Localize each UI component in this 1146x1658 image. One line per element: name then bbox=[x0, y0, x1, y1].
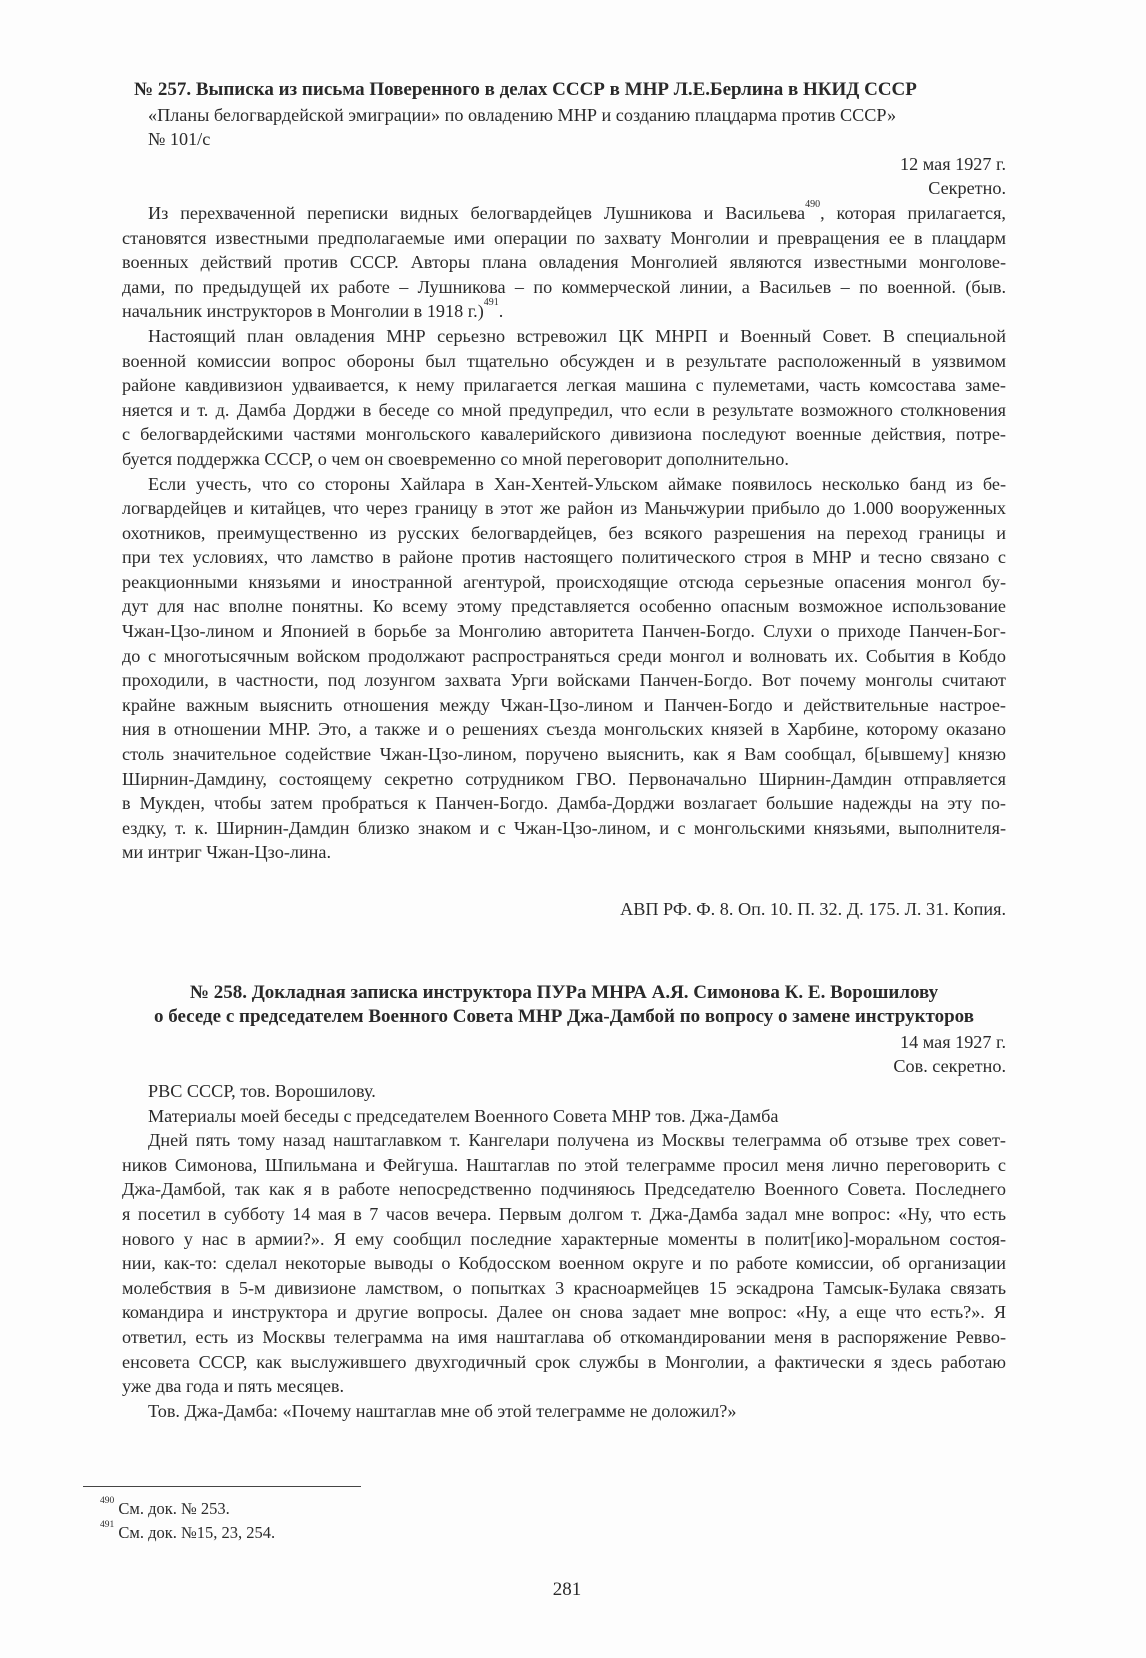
document-257 bbox=[122, 78, 1006, 922]
text-line: становятся известными предполагаемые ими операции по захвату Монголии и превращения ее в плацдарм bbox=[122, 227, 1006, 248]
doc257-title: № 257. Выписка из письма Поверенного в делах СССР в МНР Л.Е.Берлина в НКИД СССР bbox=[134, 79, 917, 100]
text-line: РВС СССР, тов. Ворошилову. bbox=[148, 1080, 376, 1101]
text-line: крайне важным выяснить отношения между Чжан-Цзо-лином и Панчен-Богдо и действительные настрое- bbox=[122, 694, 1006, 715]
text-line: реакционными князьями и иностранной агентурой, происходящие отсюда серьезные опасения монгол бу- bbox=[122, 571, 1006, 592]
doc257-subtitle: «Планы белогвардейской эмиграции» по овладению МНР и созданию плацдарма против СССР» bbox=[148, 104, 897, 125]
text-line: Чжан-Цзо-лином и Японией в борьбе за Монголию авторитета Панчен-Богдо. Слухи о приходе Панчен-Бог- bbox=[122, 621, 1006, 642]
footnote-490: $^{490}$ См. док. № 253. bbox=[100, 1496, 230, 1518]
footnote-separator bbox=[83, 1486, 361, 1487]
text-line: военных действий против СССР. Авторы плана овладения Монголией являются известными монголове- bbox=[122, 252, 1006, 273]
text-line: охотников, преимущественно из русских белогвардейцев, без всякого разрешения на переход границы и bbox=[122, 522, 1006, 543]
text-line: ответил, есть из Москвы телеграмма на имя наштаглава об откомандировании меня в распоряжение Ревво- bbox=[122, 1326, 1006, 1347]
text-line: военной комиссии вопрос обороны был тщательно обсужден и в результате расположенный в уязвимом bbox=[122, 350, 1006, 371]
text-line: в Мукден, чтобы затем пробраться к Панчен-Богдо. Дамба-Дорджи возлагает большие надежды на эту по- bbox=[122, 793, 1006, 814]
text-line: нового у нас в армии?». Я ему сообщил последние характерные моменты в полит[ико]-моральном состоя- bbox=[122, 1228, 1006, 1249]
text-line: Из перехваченной переписки видных белогвардейцев Лушникова и Васильева$^{490}$, которая прилагается, bbox=[148, 198, 1006, 223]
doc258-date: 14 мая 1927 г. bbox=[900, 1031, 1006, 1052]
doc257-date: 12 мая 1927 г. bbox=[900, 153, 1006, 174]
footnote-ref: 491 bbox=[483, 297, 499, 309]
text-line: при тех условиях, что ламство в районе против настоящего политического строя в МНР и тесно связано с bbox=[122, 547, 1006, 568]
doc257-number: № 101/с bbox=[148, 129, 211, 150]
text-line: Настоящий план овладения МНР серьезно встревожил ЦК МНРП и Военный Совет. В специальной bbox=[148, 325, 1006, 346]
text-line: няется и т. д. Дамба Дорджи в беседе со мной предупредил, что если в результате возможного столкновения bbox=[122, 399, 1006, 420]
text-line: дут для нас вполне понятны. Ко всему этому представляется особенно опасным возможное использование bbox=[122, 596, 1006, 617]
text-line: я посетил в субботу 14 мая в 7 часов вечера. Первым долгом т. Джа-Дамба задал мне вопрос: «Ну, что есть bbox=[122, 1203, 1006, 1224]
text-line: уже два года и пять месяцев. bbox=[122, 1376, 345, 1397]
text-line: районе кавдивизион удваивается, к нему прилагается легкая машина с пулеметами, часть комсостава заме- bbox=[122, 375, 1006, 396]
text-line: Джа-Дамбой, так как я в работе непосредственно подчиняюсь Председателю Военного Совета. Последнего bbox=[122, 1179, 1006, 1200]
text-line: логвардейцев и китайцев, что через границу в этот же район из Маньчжурии прибыло до 1.000 вооруженных bbox=[122, 498, 1006, 519]
text-line: Если учесть, что со стороны Хайлара в Хан-Хентей-Ульском аймаке появилось несколько банд из бе- bbox=[148, 473, 1006, 494]
text-line: проходили, в частности, под лозунгом захвата Урги войсками Панчен-Богдо. Вот почему монголы считают bbox=[122, 670, 1006, 691]
page-number: 281 bbox=[552, 1579, 582, 1600]
text-line: молебствия в 5-м дивизионе ламством, о попытках 3 красноармейцев 15 эскадрона Тамсык-Булака связать bbox=[122, 1277, 1006, 1298]
text-line: Ширнин-Дамдину, состоящему секретно сотрудником ГВО. Первоначально Ширнин-Дамдин отправляется bbox=[122, 768, 1006, 789]
footnote-ref: 490 bbox=[805, 198, 821, 210]
doc258-classification: Сов. секретно. bbox=[893, 1056, 1006, 1077]
footnotes bbox=[100, 1497, 275, 1545]
document-258 bbox=[122, 981, 1006, 1424]
text-line: ездку, т. к. Ширнин-Дамдин близко знаком и с Чжан-Цзо-лином, и с монгольскими князьями, выполнителя- bbox=[122, 817, 1006, 838]
text-line: енсовета СССР, как выслужившего двухгодичный срок службы в Монголии, а фактически я здесь работаю bbox=[122, 1351, 1006, 1372]
text-line: Дней пять тому назад наштаглавком т. Кангелари получена из Москвы телеграмма об отзыве трех совет- bbox=[148, 1130, 1006, 1151]
text-line: Тов. Джа-Дамба: «Почему наштаглав мне об этой телеграмме не доложил?» bbox=[148, 1400, 737, 1421]
footnote-491: $^{491}$ См. док. №15, 23, 254. bbox=[100, 1520, 276, 1542]
text-line: командира и инструктора и другие вопросы. Далее он снова задает мне вопрос: «Ну, а еще что есть?». Я bbox=[122, 1302, 1006, 1323]
text-line: буется поддержка СССР, о чем он своевременно со мной переговорит дополнительно. bbox=[122, 448, 789, 469]
doc258-title-line1: № 258. Докладная записка инструктора ПУРа МНРА А.Я. Симонова К. Е. Ворошилову bbox=[189, 981, 939, 1003]
doc257-archive-reference: АВП РФ. Ф. 8. Оп. 10. П. 32. Д. 175. Л. 31. Копия. bbox=[620, 899, 1006, 919]
doc257-body bbox=[122, 198, 1006, 865]
text-line: нии, как-то: сделал некоторые выводы о Кобдосском военном округе и по работе комиссии, об организации bbox=[122, 1253, 1006, 1274]
doc258-body bbox=[122, 1079, 1006, 1423]
text-line: столь значительное содействие Чжан-Цзо-лином, поручено выяснить, как я Вам сообщал, б[ывшему] князю bbox=[122, 744, 1006, 765]
text-line: до с многотысячным войском продолжают распространяться среди монгол и волновать их. События в Кобдо bbox=[122, 645, 1006, 666]
text-line: ния в отношении МНР. Это, а также и о решениях съезда монгольских князей в Харбине, которому оказано bbox=[122, 719, 1006, 740]
text-line: ников Симонова, Шпильмана и Фейгуша. Наштаглав по этой телеграмме просил меня лично переговорить с bbox=[122, 1154, 1006, 1175]
page-content bbox=[122, 78, 1006, 1423]
doc257-classification: Секретно. bbox=[928, 178, 1006, 199]
text-line: Материалы моей беседы с председателем Военного Совета МНР тов. Джа-Дамба bbox=[148, 1105, 779, 1126]
text-line: начальник инструкторов в Монголии в 1918 г.)$^{491}$. bbox=[122, 297, 504, 322]
text-line: с белогвардейскими частями монгольского кавалерийского дивизиона последуют военные действия, потре- bbox=[122, 424, 1006, 445]
text-line: дами, по предыдущей их работе – Лушникова – по коммерческой линии, а Васильев – по военной. (быв. bbox=[122, 276, 1006, 297]
doc258-title-line2: о беседе с председателем Военного Совета МНР Джа-Дамбой по вопросу о замене инструкторов bbox=[154, 1006, 974, 1028]
text-line: ми интриг Чжан-Цзо-лина. bbox=[122, 842, 332, 863]
